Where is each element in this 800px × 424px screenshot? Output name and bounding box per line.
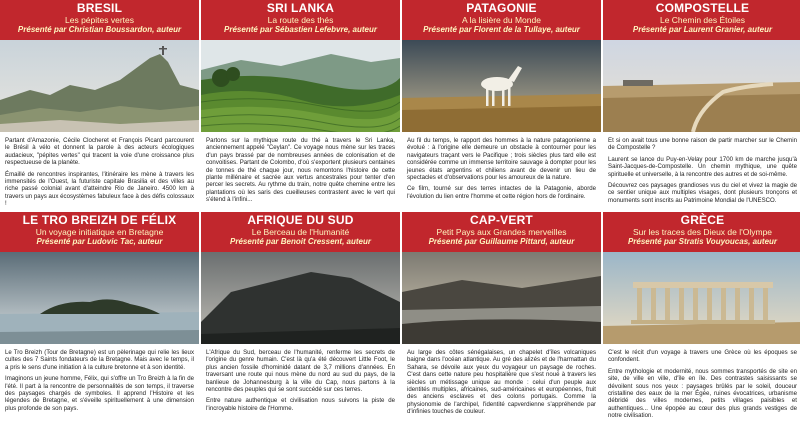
card-description: [201, 132, 400, 204]
paragraph: Laurent se lance du Puy-en-Velay pour 1700 km de marche jusqu'à Saint-Jacques-de-Compostelle. Un chemin mythique, une quête spirituelle et universelle, à la rencontre des autres et de soi-même.: [608, 155, 797, 178]
card-title: COMPOSTELLE: [655, 1, 750, 15]
card-cap-vert: [402, 212, 601, 424]
photo-rio-de-janeiro: [0, 40, 199, 132]
paragraph: L'Afrique du Sud, berceau de l'humanité, renferme les secrets de l'origine du genre humain. C'est là qu'a été découvert Little Foot, le plus ancien fossile d'hominidé datant de 3,7 millions d'années. En traversant une route qui nous mène du nord au sud du pays, de la banlieue de Johannesburg à la ville du Cap, nous partons à la rencontre des peuples qui se sont succédé sur ces terres.: [206, 349, 395, 394]
paragraph: Le Tro Breizh (Tour de Bretagne) est un pèlerinage qui relie les lieux cultes des 7 Saints fondateurs de la Bretagne. Mais avec le temps, il a pris le sens d'une initiation à la culture bretonne et à son identité.: [5, 349, 194, 371]
card-description: [0, 132, 199, 208]
paragraph: Entre mythologie et modernité, nous sommes transportés de site en site, de ville en ville, d'île en île. Des contrastes saisissants se dévoilent sous nos yeux : paysages brûlés par le soleil, douceur cristalline des eaux de la mer Égée, ruines évocatrices, urbanisme débridé des villes modernes, petits villages paisibles et authentiques... Une épopée au cœur des plus grands vestiges de notre civilisation.: [608, 367, 797, 420]
card-subtitle: Sur les traces des Dieux de l'Olympe: [632, 227, 773, 237]
paragraph: Entre nature authentique et civilisation nous suivons la piste de l'incroyable histoire de l'Homme.: [206, 397, 395, 412]
card-author: Présenté par Sébastien Lefebvre, auteur: [224, 25, 377, 34]
paragraph: Au large des côtes sénégalaises, un chapelet d'îles volcaniques baigne dans l'océan atlantique. Au gré des alizés et de l'harmattan du Sahara, se dévoile aux yeux du voyageur un paysage de roches. C'est dans cette nature peu hospitalière que s'est noué à travers les siècles un métissage unique au monde : celui d'un peuple aux identités multiples, africaines, sud-américaines et européennes, fruit des anciens esclaves et des colons portugais. Comme la physionomie de l'archipel, l'identité capverdienne s'appréhende par d'infinies touches de couleur.: [407, 349, 596, 416]
card-tro-breizh: [0, 212, 199, 424]
card-description: [402, 344, 601, 416]
paragraph: Au fil du temps, le rapport des hommes à la nature patagonienne a évolué : à l'origine elle demeure un obstacle à contourner pour les navigateurs traçant vers le Pacifique ; trois siècles plus tard elle est considérée comme un immense territoire sauvage à dompter pour les jeunes états argentins et chiliens avant de devenir un lieu de spectacles et d'observations pour les amoureux de la nature.: [407, 137, 596, 182]
card-author: Présenté par Stratis Vouyoucas, auteur: [627, 237, 778, 246]
photo-cape-mountains: [201, 252, 400, 344]
card-header: [0, 0, 199, 40]
card-sri-lanka: [201, 0, 400, 212]
card-title: SRI LANKA: [266, 1, 335, 15]
card-description: [201, 344, 400, 412]
card-header: [201, 0, 400, 40]
card-header: [603, 0, 800, 40]
card-subtitle: Petit Pays aux Grandes merveilles: [436, 227, 567, 237]
card-description: [603, 344, 800, 420]
card-title: BRESIL: [76, 1, 123, 15]
photo-parthenon: [603, 252, 800, 344]
card-subtitle: Un voyage initiatique en Bretagne: [35, 227, 164, 237]
card-afrique-du-sud: [201, 212, 400, 424]
card-subtitle: Le Chemin des Étoiles: [659, 15, 746, 25]
card-header: [402, 0, 601, 40]
card-compostelle: [603, 0, 800, 212]
paragraph: C'est le récit d'un voyage à travers une Grèce où les époques se confondent.: [608, 349, 797, 364]
card-subtitle: A la lisière du Monde: [462, 15, 541, 25]
card-title: CAP-VERT: [470, 213, 533, 227]
card-patagonie: [402, 0, 601, 212]
photo-white-horse-steppe: [402, 40, 601, 132]
paragraph: Émaillé de rencontres inspirantes, l'itinéraire les mène à travers les immensités de l'Ouest, la futuriste capitale Brasilia et des villes au riche passé colonial avant d'atteindre Rio de Janeiro. 4500 km à travers un pays aux écosystèmes fabuleux face à des défis colossaux !: [5, 170, 194, 208]
card-grece: [603, 212, 800, 424]
card-title: GRÈCE: [680, 213, 725, 227]
card-author: Présenté par Christian Boussardon, auteur: [17, 25, 182, 34]
paragraph: Imaginons un jeune homme, Félix, qui s'offre un Tro Breizh à la fin de l'été. Il part à la rencontre de personnalités de son temps, il traverse des paysages chargés de symboles. Il apprend l'Histoire et les légendes de Bretagne, et s'éveille spirituellement à une dimension plus profonde de son pays.: [5, 375, 194, 412]
card-author: Présenté par Laurent Granier, auteur: [632, 25, 773, 34]
photo-volcanic-coast: [402, 252, 601, 344]
card-title: LE TRO BREIZH DE FÉLIX: [22, 213, 177, 227]
card-bresil: [0, 0, 199, 212]
photo-tea-plantation: [201, 40, 400, 132]
photo-pilgrim-path: [603, 40, 800, 132]
card-author: Présenté par Florent de la Tullaye, auteur: [423, 25, 580, 34]
card-header: [402, 212, 601, 252]
card-author: Présenté par Ludovic Tac, auteur: [36, 237, 163, 246]
card-title: AFRIQUE DU SUD: [247, 213, 354, 227]
paragraph: Ce film, tourné sur des terres intactes de la Patagonie, aborde l'évolution du lien entre l'homme et cette région hors de l'ordinaire.: [407, 185, 596, 200]
card-author: Présenté par Guillaume Pittard, auteur: [428, 237, 575, 246]
card-header: [603, 212, 800, 252]
paragraph: Partons sur la mythique route du thé à travers le Sri Lanka, anciennement appelé "Ceylan". Ce voyage nous mène sur les traces d'un pays brassé par de nombreuses années de colonisation et de convoitises. Partant de Colombo, d'où s'exportent plusieurs centaines de tonnes de thé chaque jour, nous remontons l'histoire de cette plante millénaire et sacrée aux vertus ancestrales pour tenter d'en percer les secrets. Au rythme du train, notre quête chemine entre les plantations où les saris des cueilleuses contrastent avec le vert qui s'étend à l'infini...: [206, 137, 395, 204]
photo-breton-coast: [0, 252, 199, 344]
paragraph: Découvrez ces paysages grandioses vus du ciel et vivez la magie de ce sentier unique aux multiples visages, dont plusieurs tronçons et monuments sont inscrits au Patrimoine Mondial de l'UNESCO.: [608, 182, 797, 204]
card-header: [0, 212, 199, 252]
card-description: [603, 132, 800, 204]
card-description: [0, 344, 199, 412]
paragraph: Et si on avait tous une bonne raison de partir marcher sur le Chemin de Compostelle ?: [608, 137, 797, 152]
paragraph: Partant d'Amazonie, Cécile Clocheret et François Picard parcourent le Brésil à vélo et donnent la parole à des acteurs écologiques audacieux, "pépites vertes" qui tracent la voie d'une croissance plus respectueuse de la planète.: [5, 137, 194, 167]
card-author: Présenté par Benoit Cressent, auteur: [230, 237, 371, 246]
card-header: [201, 212, 400, 252]
card-subtitle: La route des thés: [267, 15, 334, 25]
card-subtitle: Les pépites vertes: [65, 15, 134, 25]
card-description: [402, 132, 601, 200]
card-subtitle: Le Berceau de l'Humanité: [251, 227, 350, 237]
card-title: PATAGONIE: [466, 1, 537, 15]
